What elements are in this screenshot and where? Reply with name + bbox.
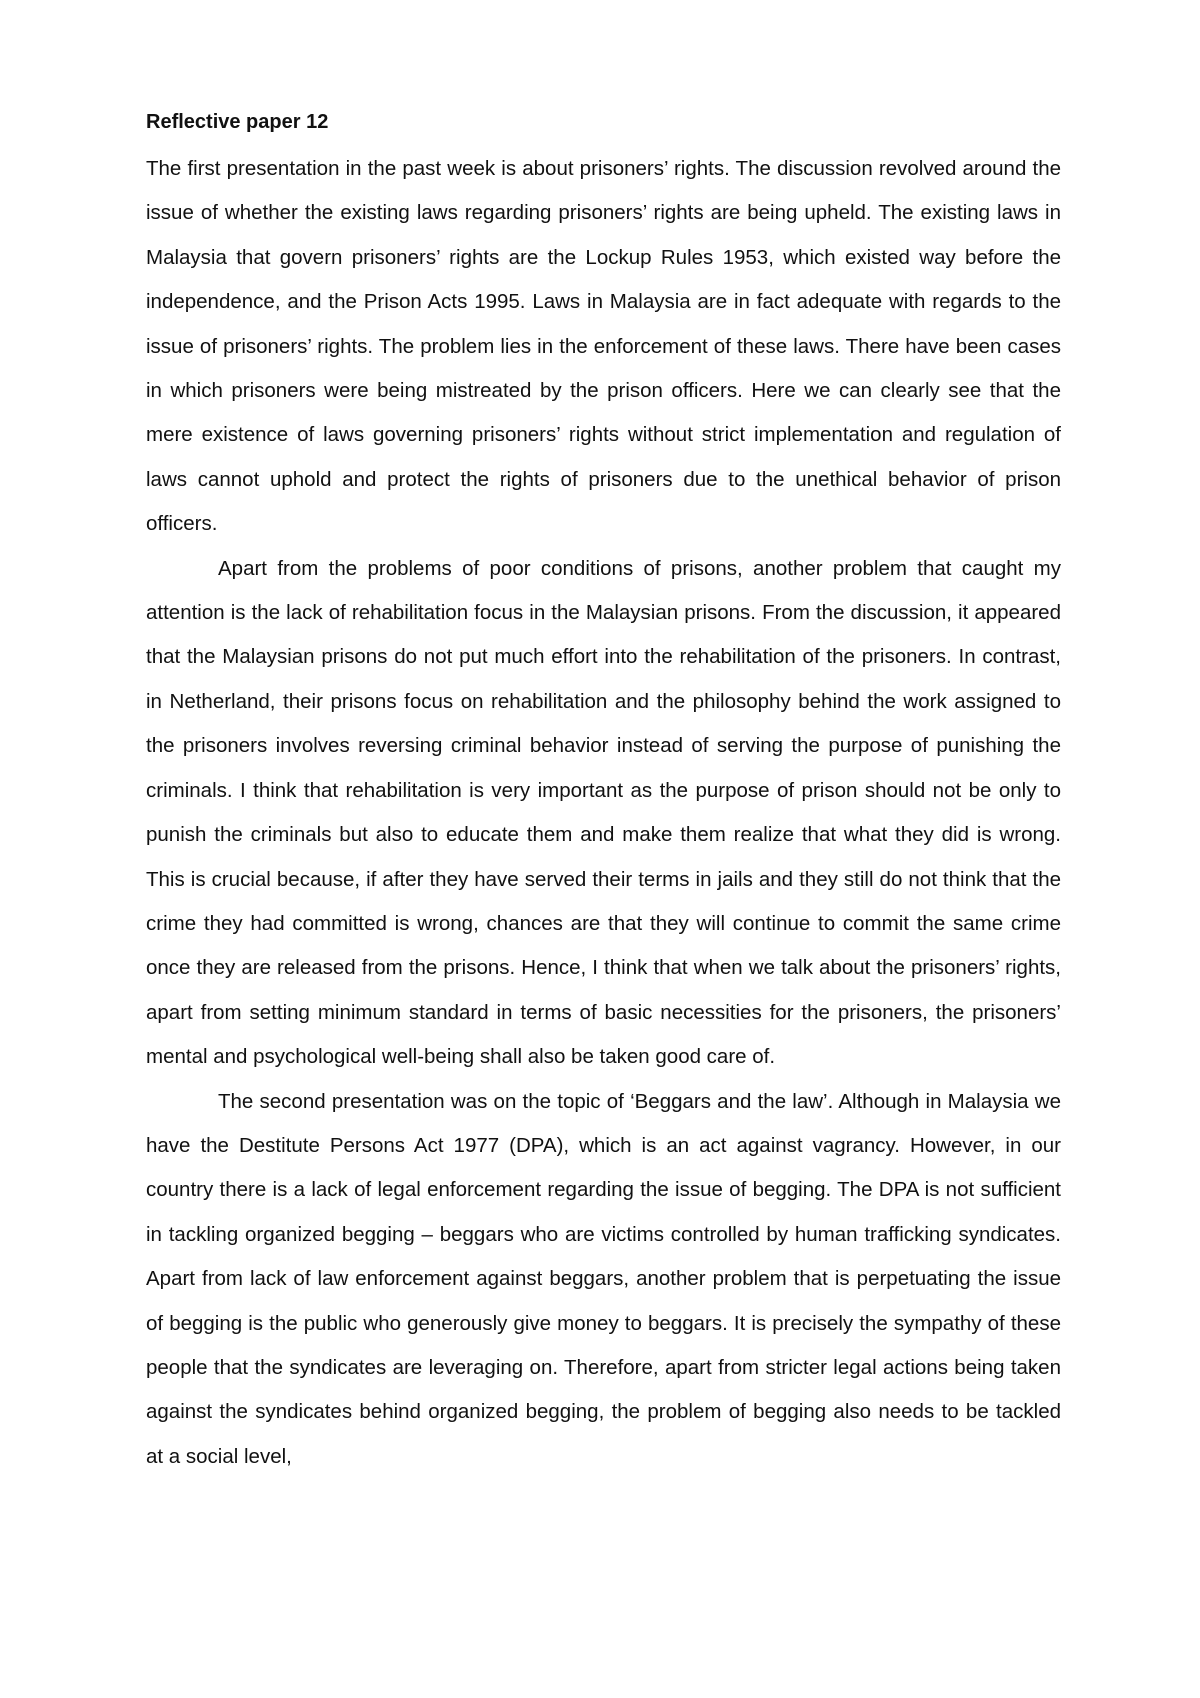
paragraph-rehabilitation: Apart from the problems of poor conditions of prisons, another problem that caught my attention is the lack of rehabilitation focus in the Malaysian prisons. From the discussion, it appeared that the Malaysian prisons do not put much effort into the rehabilitation of the prisoners. In contrast, in Netherland, their prisons focus on rehabilitation and the philosophy behind the work assigned to the prisoners involves reversing criminal behavior instead of serving the purpose of punishing the criminals. I think that rehabilitation is very important as the purpose of prison should not be only to punish the criminals but also to educate them and make them realize that what they did is wrong. This is crucial because, if after they have served their terms in jails and they still do not think that the crime they had committed is wrong, chances are that they will continue to commit the same crime once they are released from the prisons. Hence, I think that when we talk about the prisoners’ rights, apart from setting minimum standard in terms of basic necessities for the prisoners, the prisoners’ mental and psychological well-being shall also be taken good care of. (146, 556, 1061, 1069)
paragraph-beggars-and-the-law: The second presentation was on the topic of ‘Beggars and the law’. Although in Malaysia we have the Destitute Persons Act 1977 (DPA), which is an act against vagrancy. However, in our country there is a lack of legal enforcement regarding the issue of begging. The DPA is not sufficient in tackling organized begging – beggars who are victims controlled by human trafficking syndicates. Apart from lack of law enforcement against beggars, another problem that is perpetuating the issue of begging is the public who generously give money to beggars. It is precisely the sympathy of these people that the syndicates are leveraging on. Therefore, apart from stricter legal actions being taken against the syndicates behind organized begging, the problem of begging also needs to be tackled at a social level, (146, 1089, 1061, 1468)
paragraph-prisoners-rights: The first presentation in the past week is about prisoners’ rights. The discussion revolved around the issue of whether the existing laws regarding prisoners’ rights are being upheld. The existing laws in Malaysia that govern prisoners’ rights are the Lockup Rules 1953, which existed way before the independence, and the Prison Acts 1995. Laws in Malaysia are in fact adequate with regards to the issue of prisoners’ rights. The problem lies in the enforcement of these laws. There have been cases in which prisoners were being mistreated by the prison officers. Here we can clearly see that the mere existence of laws governing prisoners’ rights without strict implementation and regulation of laws cannot uphold and protect the rights of prisoners due to the unethical behavior of prison officers. (146, 157, 1061, 536)
document-body (146, 100, 1061, 1479)
document-title: Reflective paper 12 (146, 111, 329, 133)
